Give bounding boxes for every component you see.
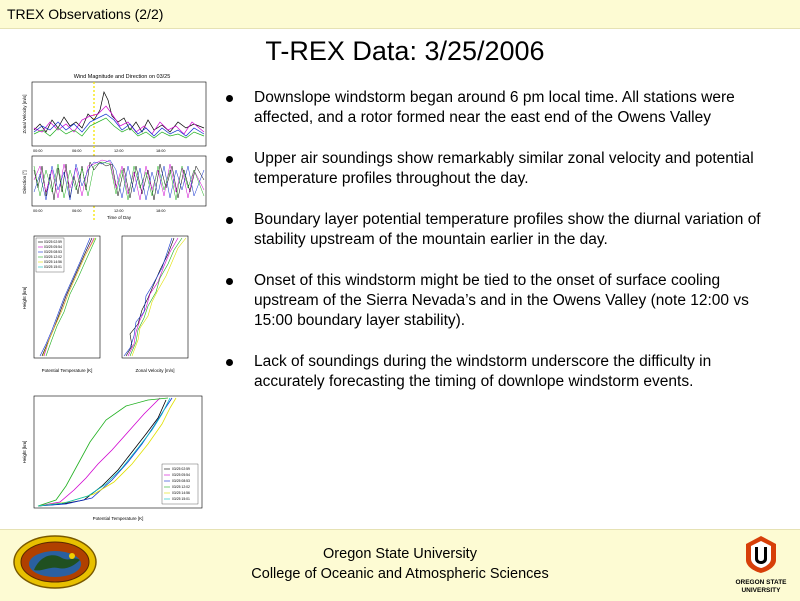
soundings-xlabel-right: Zonal Velocity [m/s] <box>135 368 175 373</box>
soundings-figure <box>22 232 208 382</box>
legend-entry: 03/25 14:56 <box>44 260 62 264</box>
xtick-label: 06:00 <box>72 149 82 153</box>
osu-logo-line1: OREGON STATE <box>735 579 787 586</box>
bullet-text: Downslope windstorm began around 6 pm local time. All stations were affected, and a rotor formed near the east end of the Owens Valley <box>254 89 735 126</box>
zonal-velocity-axes <box>32 82 206 146</box>
xtick-label: 12:00 <box>114 149 124 153</box>
slide-title: T-REX Data: 3/25/2006 <box>265 36 545 66</box>
bullet-text: Lack of soundings during the windstorm underscore the difficulty in accurately forecasting the timing of downlope windstorm events. <box>254 353 712 390</box>
bullet-item <box>222 271 782 331</box>
xtick-label: 06:00 <box>72 209 82 213</box>
osu-shield-icon <box>743 534 779 574</box>
bullet-item <box>222 352 782 392</box>
slide-footer <box>0 529 800 601</box>
timeseries-title: Wind Magnitude and Direction on 03/25 <box>73 74 171 80</box>
bullet-dot-icon <box>226 156 233 163</box>
soundings-xlabel-left: Potential Temperature [K] <box>41 368 93 373</box>
boundary-layer-plot <box>22 392 208 526</box>
trex-logo <box>12 534 98 595</box>
bullet-dot-icon <box>226 95 233 102</box>
bullet-item <box>222 210 782 250</box>
legend-entry: 03/25 15:01 <box>44 265 62 269</box>
xtick-label: 00:00 <box>33 209 43 213</box>
bullet-text: Boundary layer potential temperature profiles show the diurnal variation of stability upstream of the mountain earlier in the day. <box>254 211 761 248</box>
zonal-velocity-ylabel: Zonal Velocity [m/s] <box>22 94 27 134</box>
xtick-label: 18:00 <box>156 209 166 213</box>
bullet-list <box>222 88 782 413</box>
boundary-layer-ylabel: Height [km] <box>22 440 27 464</box>
bullet-text: Onset of this windstorm might be tied to the onset of surface cooling upstream of the Sierra Nevada’s and in the Owens Valley (note 12:00 vs 15:00 boundary layer stability). <box>254 272 749 329</box>
wind-timeseries-figure <box>22 70 208 230</box>
wind-timeseries-plot <box>22 70 208 230</box>
xtick-label: 12:00 <box>114 209 124 213</box>
footer-university: Oregon State University <box>323 546 477 562</box>
soundings-plot <box>22 232 208 382</box>
trex-logo-icon <box>12 534 98 590</box>
slide-header <box>0 0 800 29</box>
header-title: TREX Observations (2/2) <box>7 6 164 22</box>
osu-logo-line2: UNIVERSITY <box>741 587 781 594</box>
legend-entry: 03/25 08:53 <box>44 250 62 254</box>
xtick-label: 00:00 <box>33 149 43 153</box>
bullet-dot-icon <box>226 217 233 224</box>
bullet-dot-icon <box>226 278 233 285</box>
zonal-velocity-profile-axes <box>122 236 188 358</box>
legend-entry: 03/25 12:02 <box>172 485 190 489</box>
boundary-layer-figure <box>22 392 208 526</box>
boundary-layer-xlabel: Potential Temperature [K] <box>92 516 144 521</box>
direction-ylabel: Direction [°] <box>22 170 27 194</box>
legend-entry: 03/25 08:53 <box>172 479 190 483</box>
legend-entry: 03/25 05:54 <box>172 473 190 477</box>
legend-entry: 03/25 05:54 <box>44 245 62 249</box>
legend-entry: 03/25 02:59 <box>172 467 190 471</box>
legend-entry: 03/25 15:01 <box>172 497 190 501</box>
bullet-dot-icon <box>226 359 233 366</box>
timeseries-xlabel: Time of Day <box>106 215 132 220</box>
bullet-item <box>222 149 782 189</box>
boundary-layer-legend <box>162 464 198 504</box>
legend-entry: 03/25 12:02 <box>44 255 62 259</box>
legend-entry: 03/25 14:56 <box>172 491 190 495</box>
bullet-item <box>222 88 782 128</box>
soundings-legend <box>36 238 64 272</box>
xtick-label: 18:00 <box>156 149 166 153</box>
bullet-text: Upper air soundings show remarkably similar zonal velocity and potential temperature profiles throughout the day. <box>254 150 754 187</box>
soundings-ylabel: Height [km] <box>22 286 27 310</box>
footer-college: College of Oceanic and Atmospheric Sciences <box>251 566 549 582</box>
legend-entry: 03/25 02:59 <box>44 240 62 244</box>
osu-logo <box>730 534 792 595</box>
